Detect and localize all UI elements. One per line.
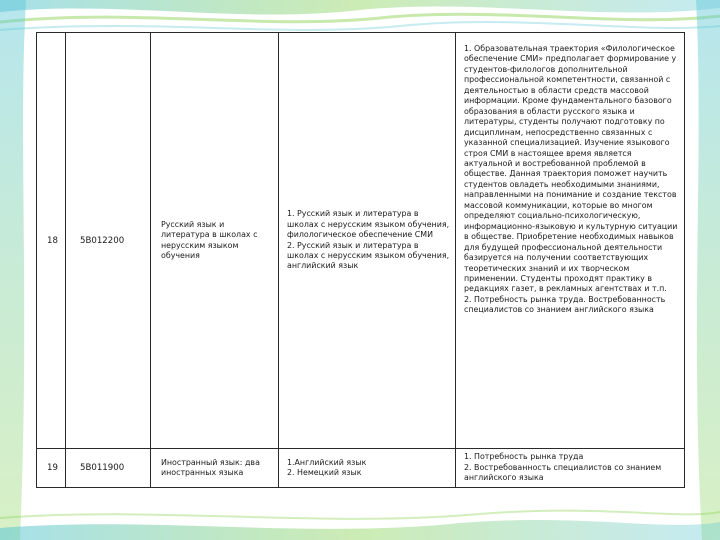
row-number-text: 19 <box>47 463 58 473</box>
row-number-text: 18 <box>47 235 58 246</box>
row-number <box>37 33 66 449</box>
specialty-name <box>151 33 279 449</box>
program-description-text: 1. Потребность рынка труда 2. Востребованность специалистов со знанием английского языка <box>464 452 662 483</box>
program-description <box>456 33 685 449</box>
specialty-code <box>66 33 151 449</box>
program-list <box>279 33 456 449</box>
programs-table <box>36 32 685 488</box>
specialty-name-text: Русский язык и литература в школах с нерусским языком обучения <box>161 219 260 260</box>
program-description-text: 1. Образовательная траектория «Филологическое обеспечение СМИ» предполагает формирование у студентов-филологов дополнительной профессиональной компетентности, связанной с деятельностью в области средств массовой информации. Кроме фундаментального базового образования в области русского языка и литературы, студенты получают подготовку по дисциплинам, непосредственно связанных с указанной специализацией. Изучение языкового строя СМИ в настоящее время является актуальной и востребованной проблемой в обществе. Данная траектория поможет научить студентов овладеть необходимыми знаниями, направленными на понимание и создание текстов массовой коммуникации, которые во многом определяют социально-психологическую, информационно-языковую и культурную ситуации в обществе. Приобретение необходимых навыков для будущей профессиональной деятельности базируется на получении соответствующих теоретических знаний и их творческом применении. Студенты проходят практику в редакциях газет, в рекламных агентствах и т.п. 2. Потребность рынка труда. Востребованность специалистов со знанием английского языка <box>464 44 678 315</box>
program-list-text: 1. Русский язык и литература в школах с нерусским языком обучения, филологическое обеспечение СМИ 2. Русский язык и литература в школах с нерусским языком обучения, английский язык <box>287 209 450 271</box>
table-row <box>37 33 685 449</box>
specialty-name <box>151 449 279 488</box>
specialty-name-text: Иностранный язык: два иностранных языка <box>161 457 263 477</box>
program-list <box>279 449 456 488</box>
row-number <box>37 449 66 488</box>
specialty-code-text: 5B012200 <box>80 235 125 246</box>
specialty-code <box>66 449 151 488</box>
program-list-text: 1.Английский язык 2. Немецкий язык <box>287 457 367 477</box>
program-description <box>456 449 685 488</box>
table-row <box>37 449 685 488</box>
specialty-code-text: 5B011900 <box>80 463 125 473</box>
